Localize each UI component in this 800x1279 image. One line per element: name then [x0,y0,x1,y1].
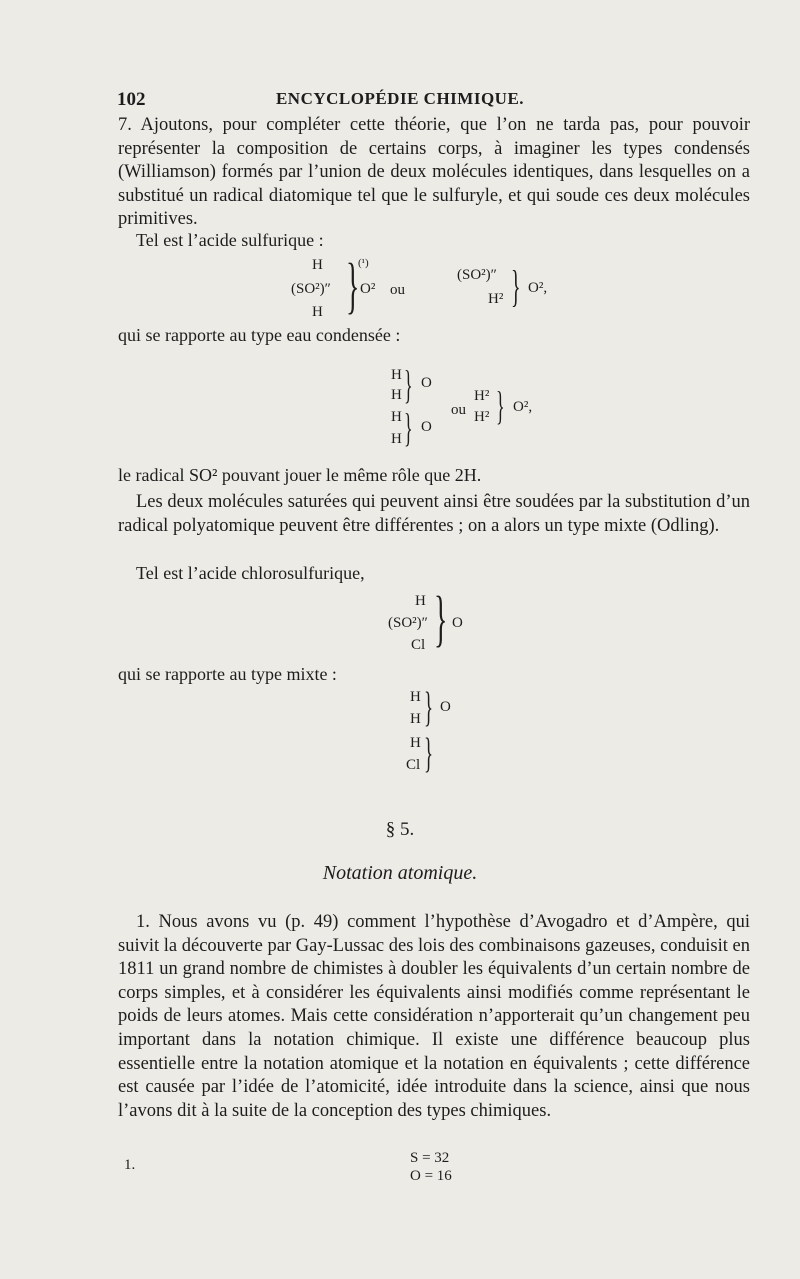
formula-text: O² [360,281,376,297]
formula-text: ou [451,402,466,418]
footnote-line: O = 16 [410,1168,452,1184]
brace: } [404,405,413,450]
formula-text: H [391,409,402,425]
formula-text: O [421,419,432,435]
paragraph-1 [118,911,750,1123]
formula-text: O [452,615,463,631]
formula-text: H [391,387,402,403]
footnote-marker: 1. [124,1157,136,1173]
formula-text: H² [488,291,504,307]
formula-text: O [440,699,451,715]
sulfuric-intro: Tel est l’acide sulfurique : [136,230,324,250]
brace: } [434,585,448,653]
mixed-intro: qui se rapporte au type mixte : [118,664,337,684]
brace: } [511,262,521,311]
paragraph-text: Les deux molécules saturées qui peuvent ainsi être soudées par la substitution d’un radical polyatomique peuvent être différentes ; on a alors un type mixte (Odling). [118,492,750,536]
formula-text: H [391,367,402,383]
condensed-intro: qui se rapporte au type eau condensée : [118,325,401,345]
formula-text: (SO²)″ [457,267,497,283]
formula-text: O [421,375,432,391]
brace: } [496,383,505,428]
chlorosulfuric-intro: Tel est l’acide chlorosulfurique, [136,563,365,583]
running-header: ENCYCLOPÉDIE CHIMIQUE. [275,89,525,108]
formula-text: H [410,711,421,727]
brace: } [424,685,434,731]
formula-text: H [391,431,402,447]
brace: } [424,731,434,777]
formula-text: H² [474,388,490,404]
paragraph-7: 7. Ajoutons, pour compléter cette théorie, que l’on ne tarda pas, pour pouvoir représenter la composition de certains corps, à imaginer les types condensés (Williamson) formés par l’union de deux molécules identiques, dans lesquelles on a substitué un radical diatomique tel que le sulfuryle, et qui soude ces deux molécules primitives. [118,115,750,230]
formula-text: H [312,257,323,273]
formula-text: H [415,593,426,609]
brace: } [404,362,413,407]
footnote-ref: (¹) [358,257,369,269]
section-title: Notation atomique. [322,862,478,884]
formula-text: H [410,689,421,705]
formula-text: Cl [411,637,426,653]
formula-text: H [410,735,421,751]
formula-text: (SO²)″ [388,615,428,631]
brace: } [346,252,360,320]
formula-text: O², [528,280,548,296]
formula-text: H [312,304,323,320]
formula-text: ou [390,282,405,298]
formula-text: O², [513,399,533,415]
footnote-line: S = 32 [410,1150,450,1166]
mixed-type-paragraph [118,491,750,538]
formula-text: (SO²)″ [291,281,331,297]
formula-text: Cl [406,757,421,773]
radical-line: le radical SO² pouvant jouer le même rôle que 2H. [118,465,482,485]
section-number: § 5. [385,819,415,840]
page-number: 102 [117,89,146,110]
formula-text: H² [474,409,490,425]
paragraph-text: 1. Nous avons vu (p. 49) comment l’hypothèse d’Avogadro et d’Ampère, qui suivit la découverte par Gay-Lussac des lois des combinaisons gazeuses, conduisit en 1811 un grand nombre de chimistes à doubler les équivalents d’un certain nombre de corps simples, et à considérer les équivalents ainsi modifiés comme représentant le poids de leurs atomes. Mais cette considération n’apporterait qu’un changement peu important dans la notation chimique. Il existe une différence beaucoup plus essentielle entre la notation atomique et la notation en équivalents ; cette différence est causée par l’idée de l’atomicité, idée introduite dans la science, ainsi que nous l’avons dit à la suite de la conception des types chimiques. [118,912,750,1121]
